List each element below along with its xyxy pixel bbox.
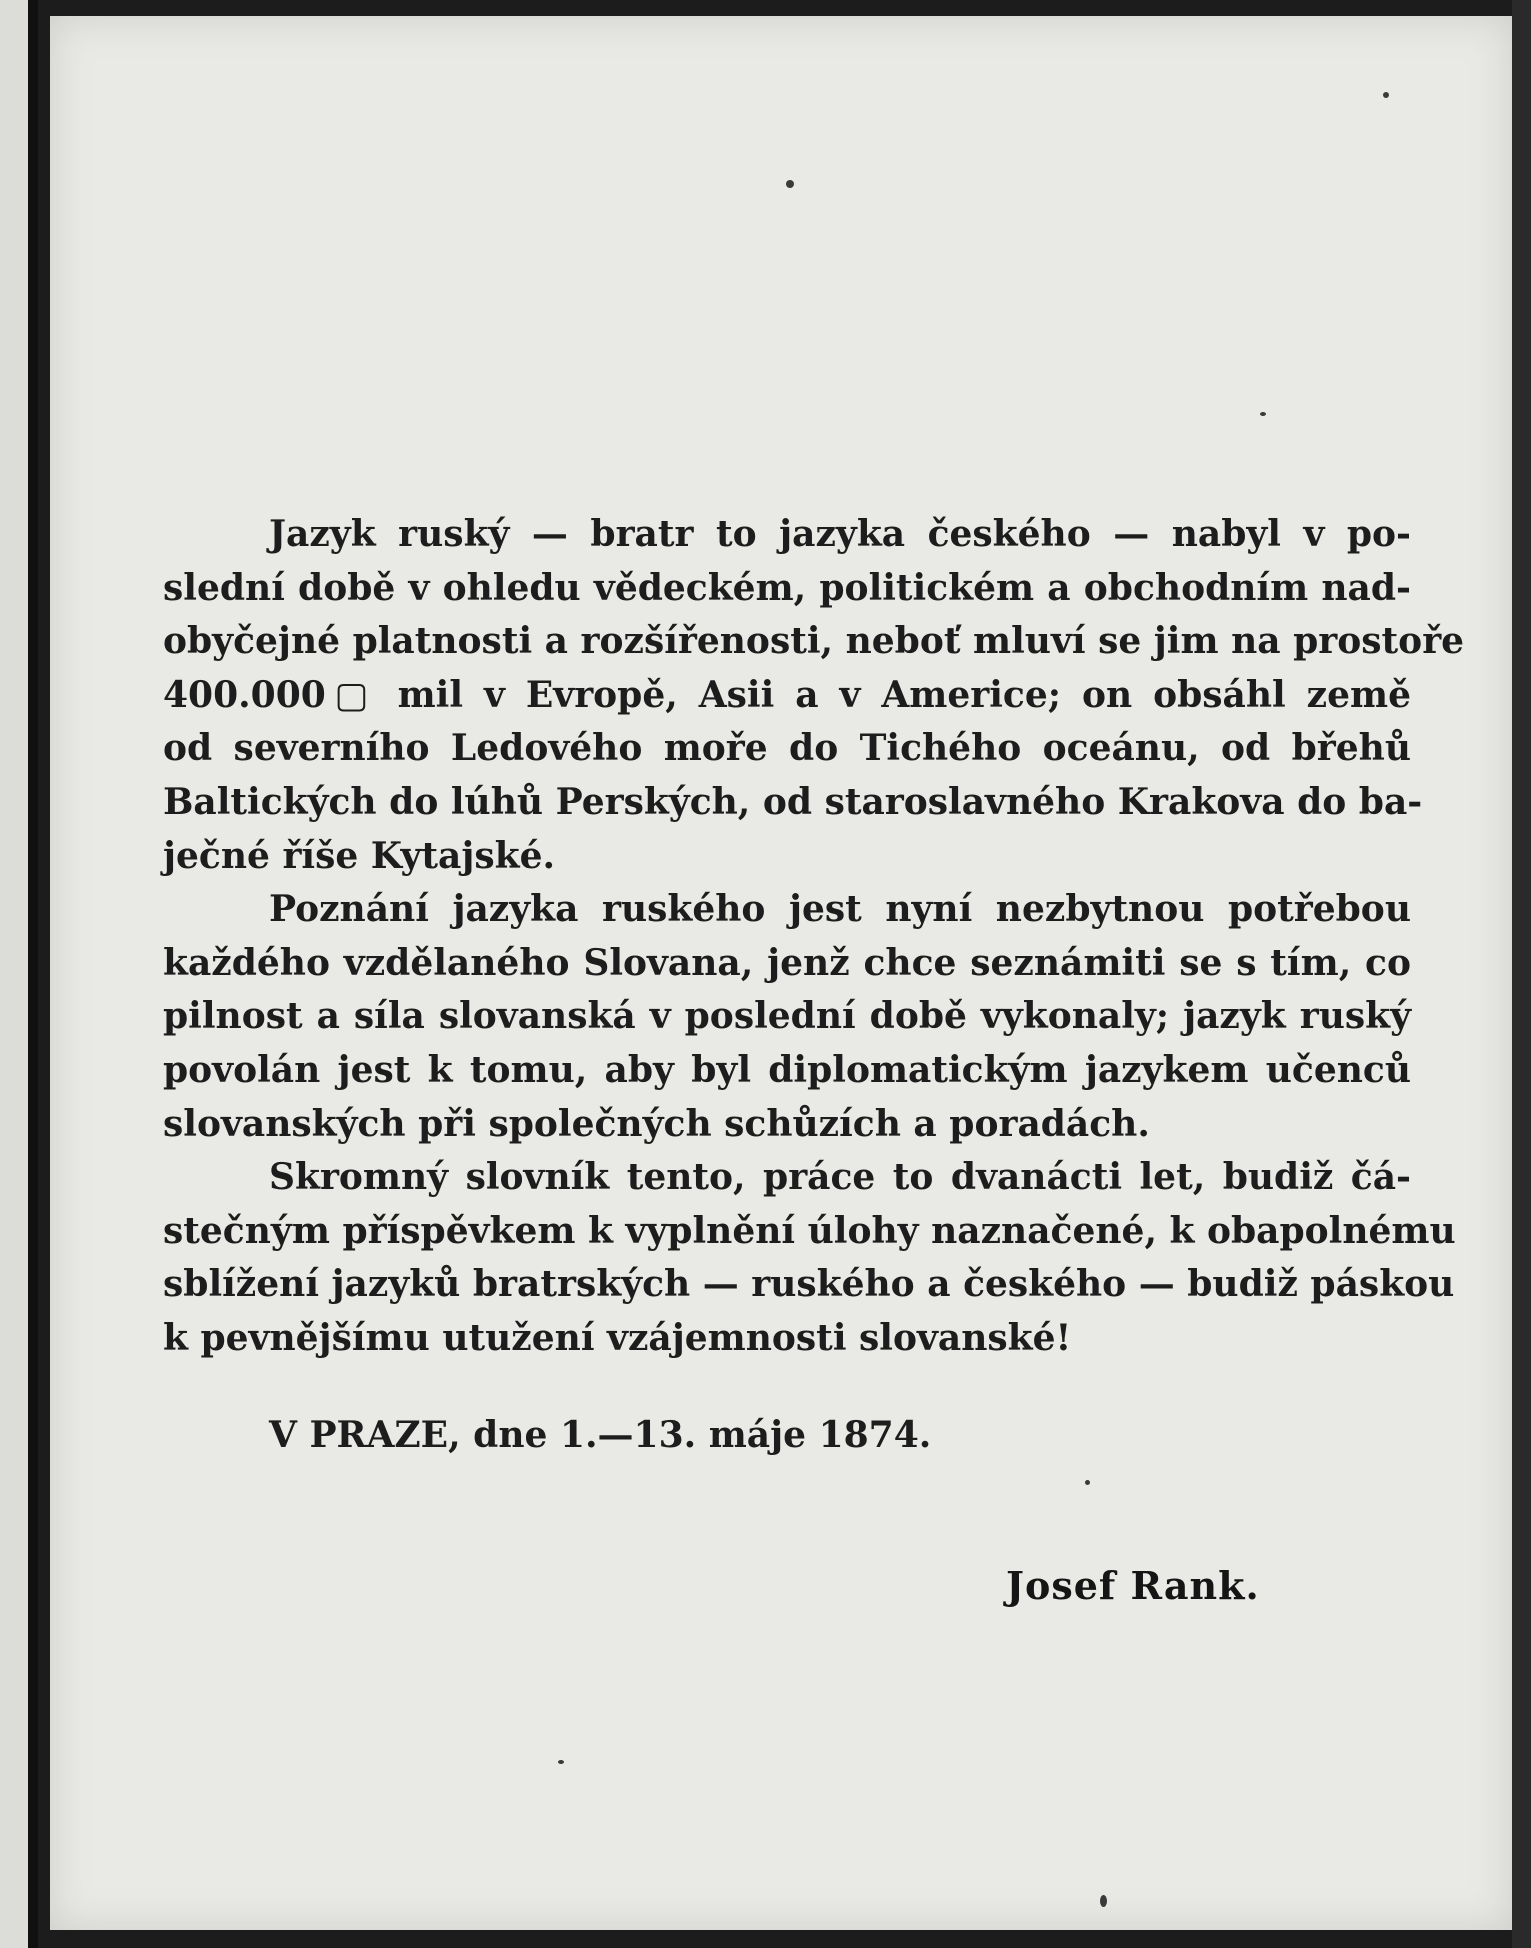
text-line: Poznání jazyka ruského jest nyní nezbytnou potřebou bbox=[269, 888, 1411, 931]
page-gutter-shadow bbox=[28, 0, 38, 1948]
text-line: slovanských při společných schůzích a poradách. bbox=[163, 1102, 1150, 1145]
print-speck bbox=[1100, 1895, 1107, 1907]
text-line: Jazyk ruský — bratr to jazyka českého — nabyl v po- bbox=[269, 513, 1411, 555]
print-speck bbox=[1383, 92, 1389, 98]
print-speck bbox=[558, 1760, 564, 1764]
text-line: 400.000▢ mil v Evropě, Asii a v Americe; on obsáhl země bbox=[163, 673, 1411, 716]
preface-text bbox=[163, 508, 1465, 1366]
text-line: obyčejné platnosti a rozšířenosti, neboť mluví se jim na prostoře bbox=[163, 620, 1465, 663]
text-line: k pevnějšímu utužení vzájemnosti slovanské! bbox=[163, 1316, 1072, 1359]
print-speck bbox=[786, 180, 794, 188]
print-speck bbox=[1085, 1480, 1090, 1485]
text-line: od severního Ledového moře do Tichého oceánu, od břehů bbox=[163, 727, 1411, 770]
paragraph-3 bbox=[163, 1151, 1456, 1365]
text-line: ječné říše Kytajské. bbox=[163, 834, 556, 877]
text-line: každého vzdělaného Slovana, jenž chce seznámiti se s tím, co bbox=[163, 941, 1411, 984]
page-right-edge bbox=[1512, 0, 1531, 1948]
author-signature: Josef Rank. bbox=[1006, 1563, 1260, 1608]
text-line: sblížení jazyků bratrských — ruského a českého — budiž páskou bbox=[163, 1263, 1455, 1306]
text-line: Skromný slovník tento, práce to dvanácti let, budiž čá- bbox=[269, 1156, 1411, 1199]
text-line: pilnost a síla slovanská v poslední době vykonaly; jazyk ruský bbox=[163, 995, 1411, 1038]
paragraph-1 bbox=[163, 508, 1465, 883]
print-speck bbox=[1260, 412, 1266, 416]
text-line: povolán jest k tomu, aby byl diplomatickým jazykem učenců bbox=[163, 1048, 1411, 1091]
text-line: stečným příspěvkem k vyplnění úlohy naznačené, k obapolnému bbox=[163, 1209, 1456, 1252]
paragraph-2 bbox=[163, 883, 1411, 1151]
facing-page-margin bbox=[0, 0, 28, 1948]
place-and-date: V PRAZE, dne 1.—13. máje 1874. bbox=[269, 1414, 932, 1456]
text-line: Baltických do lúhů Perských, od staroslavného Krakova do ba- bbox=[163, 780, 1423, 823]
text-line: slední době v ohledu vědeckém, politickém a obchodním nad- bbox=[163, 566, 1411, 609]
